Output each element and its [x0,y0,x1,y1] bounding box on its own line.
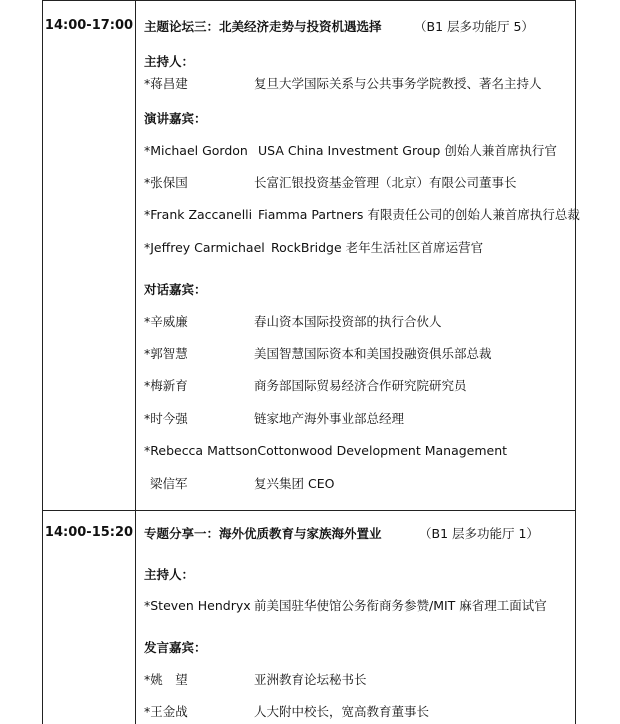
dialog-row [144,377,573,395]
host-name: *蒋昌建 [144,76,188,91]
session2-host-label: 主持人： [144,567,195,582]
dialog-desc: 链家地产海外事业部总经理 [254,411,405,426]
speaker-row [144,671,573,689]
speaker-row [144,142,573,160]
speaker-desc: RockBridge 老年生活社区首席运营官 [271,240,484,255]
dialog-desc: 商务部国际贸易经济合作研究院研究员 [254,378,467,393]
column-divider [135,0,136,724]
session1-venue: （B1 层多功能厅 5） [414,19,534,34]
session2-speakers-label: 发言嘉宾： [144,640,207,655]
row-divider-top [43,0,575,1]
dialog-row [144,345,573,363]
session1-dialog-label: 对话嘉宾： [144,282,207,297]
speaker-name: *Jeffrey Carmichael [144,240,265,255]
dialog-name: *时今强 [144,411,188,426]
session1-speakers-label: 演讲嘉宾： [144,111,207,126]
dialog-name: *Rebecca Mattson [144,443,258,458]
dialog-row [144,313,573,331]
dialog-desc: 春山资本国际投资部的执行合伙人 [254,314,442,329]
session1-host-row [144,75,573,93]
dialog-desc: Cottonwood Development Management [257,443,508,458]
dialog-row [144,475,573,493]
session1-title-row [144,18,573,36]
speaker-name: *姚 望 [144,672,188,687]
session1-host-label: 主持人： [144,54,195,69]
row-divider [43,510,575,511]
host-desc: 复旦大学国际关系与公共事务学院教授、著名主持人 [254,76,542,91]
dialog-desc: 复兴集团 CEO [254,476,335,491]
schedule-table [42,0,580,724]
speaker-row [144,206,580,224]
speaker-desc: 长富汇银投资基金管理（北京）有限公司董事长 [254,175,517,190]
speaker-row [144,174,573,192]
dialog-desc: 美国智慧国际资本和美国投融资俱乐部总裁 [254,346,492,361]
host-desc: 前美国驻华使馆公务衔商务参赞/MIT 麻省理工面试官 [254,598,547,613]
speaker-name: *Michael Gordon [144,143,248,158]
dialog-name: *辛威廉 [144,314,188,329]
session2-title: 专题分享一：海外优质教育与家族海外置业 [144,526,382,541]
speaker-name: *张保国 [144,175,188,190]
session2-venue: （B1 层多功能厅 1） [419,526,539,541]
session2-time: 14:00-15:20 [44,525,134,540]
dialog-row [144,410,573,428]
speaker-row [144,239,573,257]
session2-title-row [144,525,573,543]
dialog-name: 梁信军 [150,476,188,491]
speaker-desc: 人大附中校长，宽高教育董事长 [254,704,430,719]
session2-host-row [144,597,573,615]
host-name: *Steven Hendryx [144,598,251,613]
dialog-row [144,442,573,460]
dialog-name: *郭智慧 [144,346,188,361]
speaker-row [144,703,573,721]
session1-title: 主题论坛三：北美经济走势与投资机遇选择 [144,19,382,34]
session1-time: 14:00-17:00 [44,18,134,33]
speaker-desc: Fiamma Partners 有限责任公司的创始人兼首席执行总裁 [258,207,580,222]
speaker-desc: USA China Investment Group 创始人兼首席执行官 [258,143,557,158]
speaker-desc: 亚洲教育论坛秘书长 [254,672,367,687]
speaker-name: *Frank Zaccanelli [144,207,253,222]
dialog-name: *梅新育 [144,378,188,393]
speaker-name: *王金战 [144,704,188,719]
